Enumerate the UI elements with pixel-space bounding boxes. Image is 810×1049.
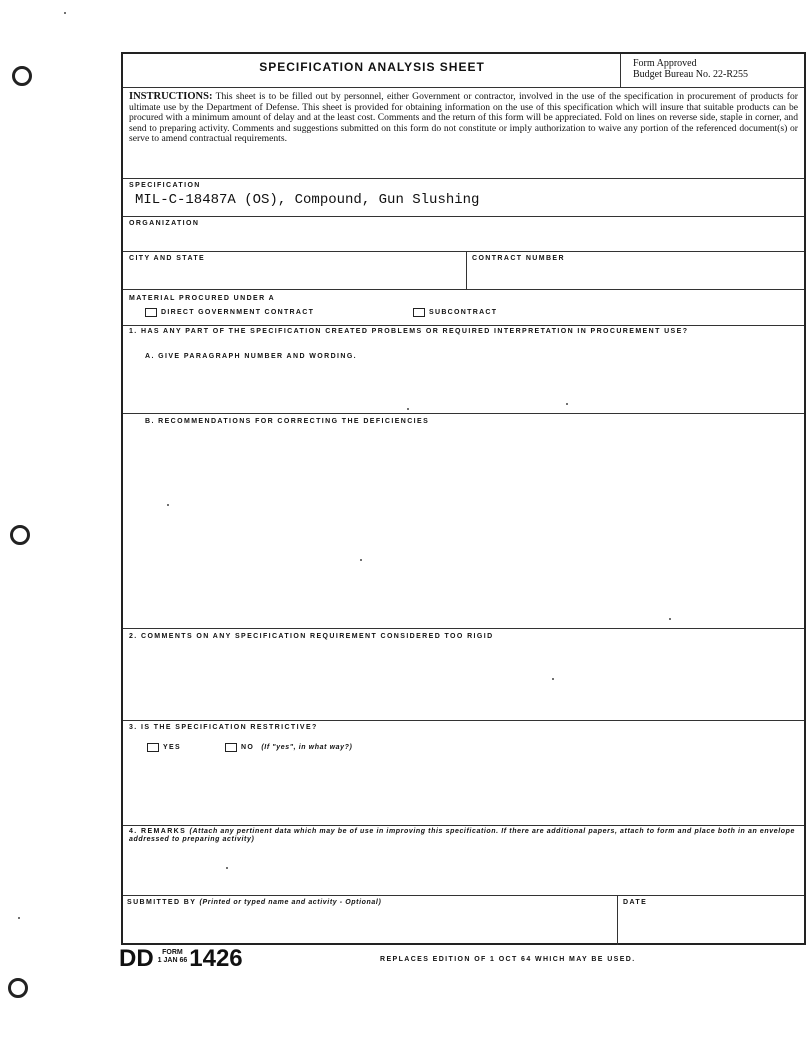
restrictive-yes-checkbox[interactable]: YES — [147, 743, 181, 752]
scan-speck — [226, 867, 228, 869]
binder-hole-bottom — [8, 978, 28, 998]
form-number-footer: DD FORM 1 JAN 661426 — [119, 945, 243, 972]
binder-hole-top — [12, 66, 32, 86]
question-4-label: 4. REMARKS (Attach any pertinent data which may be of use in improving this specification. If there are additional papers, attach to form and place both in an envelope addressed to preparing activity) — [129, 828, 796, 843]
scan-speck — [566, 403, 568, 405]
subcontract-checkbox[interactable]: SUBCONTRACT — [413, 308, 497, 317]
scan-speck — [669, 618, 671, 620]
binder-hole-middle — [10, 525, 30, 545]
material-procured-label: MATERIAL PROCURED UNDER A — [129, 295, 276, 302]
form-title: SPECIFICATION ANALYSIS SHEET — [259, 60, 485, 74]
question-1b-label: B. RECOMMENDATIONS FOR CORRECTING THE DEFICIENCIES — [145, 418, 430, 425]
scan-speck — [552, 678, 554, 680]
restrictive-no-checkbox[interactable]: NO (If "yes", in what way?) — [225, 743, 352, 752]
city-state-label: CITY AND STATE — [129, 255, 206, 262]
scan-speck — [167, 504, 169, 506]
instructions-text: INSTRUCTIONS: This sheet is to be filled out by personnel, either Government or contractor, involved in the use of the specification in procurement of products for ultimate use by the Department of Defense. This sheet is provided for obtaining information on the use of this specification which will insure that suitable products can be procured with a minimum amount of delay and at the least cost. Comments and the return of this form will be appreciated. Fold on lines on reverse side, staple in corner, and send to preparing activity. Comments and suggestions submitted on this form do not constitute or imply authorization to waive any portion of the referenced document(s) or serve to amend contractual requirements. — [129, 91, 798, 144]
direct-contract-checkbox[interactable]: DIRECT GOVERNMENT CONTRACT — [145, 308, 314, 317]
scan-speck — [360, 559, 362, 561]
submitted-by-label: SUBMITTED BY (Printed or typed name and activity - Optional) — [127, 899, 382, 906]
question-3-label: 3. IS THE SPECIFICATION RESTRICTIVE? — [129, 724, 318, 731]
form-approved-block: Form Approved Budget Bureau No. 22-R255 — [633, 58, 748, 80]
checkbox-box[interactable] — [413, 308, 425, 317]
question-1a-label: A. GIVE PARAGRAPH NUMBER AND WORDING. — [145, 353, 358, 360]
specification-label: SPECIFICATION — [129, 182, 201, 189]
checkbox-box[interactable] — [147, 743, 159, 752]
question-2-label: 2. COMMENTS ON ANY SPECIFICATION REQUIREMENT CONSIDERED TOO RIGID — [129, 633, 494, 640]
scan-speck — [64, 12, 66, 14]
date-label: DATE — [623, 899, 648, 906]
checkbox-box[interactable] — [225, 743, 237, 752]
organization-label: ORGANIZATION — [129, 220, 200, 227]
question-1-label: 1. HAS ANY PART OF THE SPECIFICATION CREATED PROBLEMS OR REQUIRED INTERPRETATION IN PROCUREMENT USE? — [129, 328, 689, 335]
replaces-edition-note: REPLACES EDITION OF 1 OCT 64 WHICH MAY BE USED. — [380, 956, 636, 963]
checkbox-box[interactable] — [145, 308, 157, 317]
scan-speck — [18, 917, 20, 919]
contract-number-label: CONTRACT NUMBER — [472, 255, 565, 262]
specification-analysis-form — [121, 52, 806, 945]
scan-speck — [407, 408, 409, 410]
organization-field[interactable] — [123, 217, 804, 251]
specification-value[interactable]: MIL-C-18487A (OS), Compound, Gun Slushing — [135, 192, 480, 208]
